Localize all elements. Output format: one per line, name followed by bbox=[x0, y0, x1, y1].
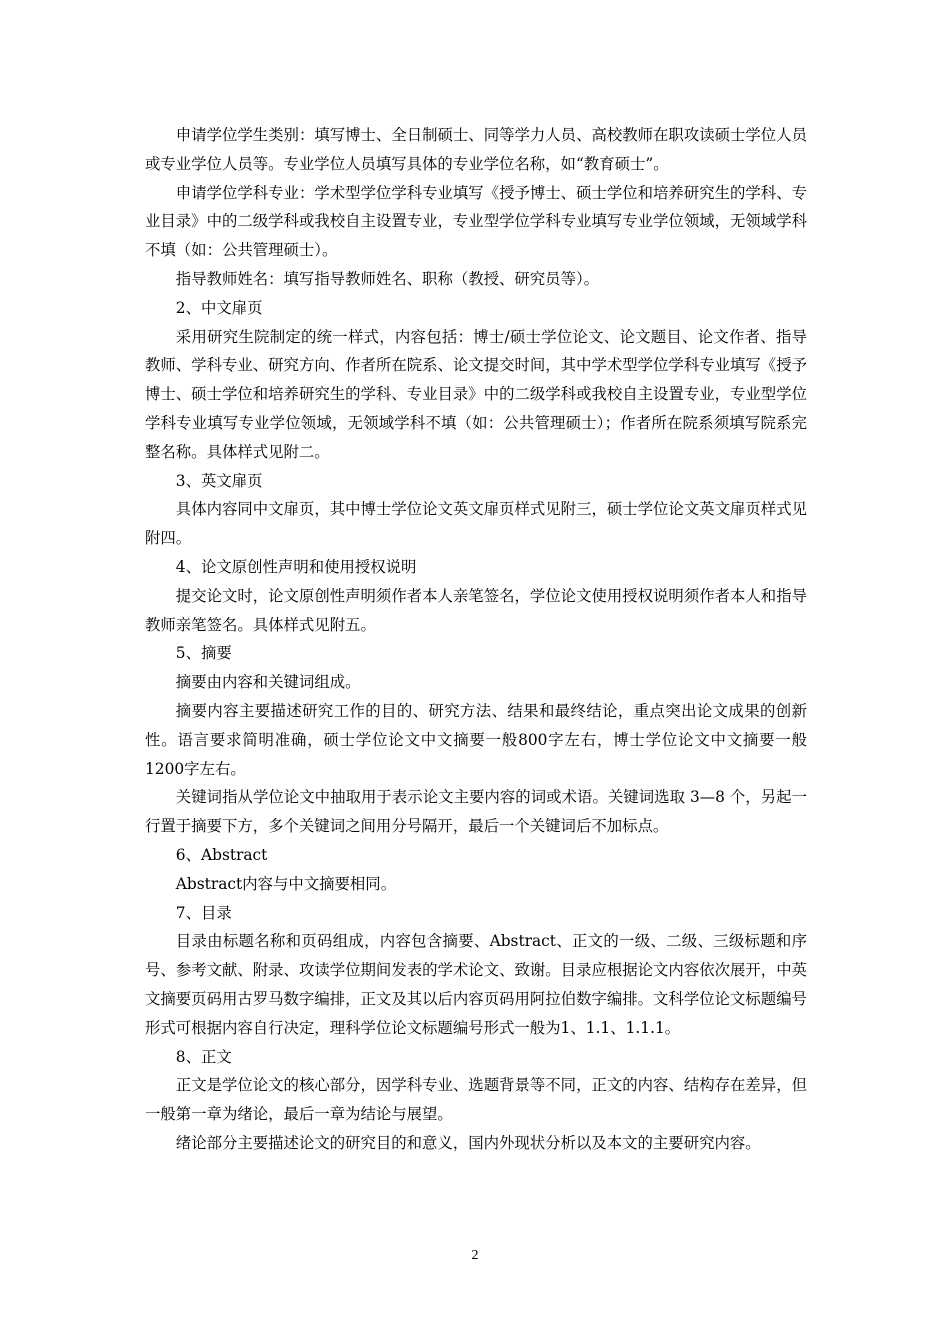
paragraph-abstract-en: Abstract内容与中文摘要相同。 bbox=[175, 874, 397, 893]
section-heading-english-title-page: 3、英文扉页 bbox=[175, 471, 263, 490]
section-heading-abstract-en: 6、Abstract bbox=[175, 845, 268, 864]
paragraph-keywords: 关键词指从学位论文中抽取用于表示论文主要内容的词或术语。关键词选取 3—8 个，另起一行置于摘要下方，多个关键词之间用分号隔开，最后一个关键词后不加标点。 bbox=[145, 788, 807, 836]
paragraph-student-category: 申请学位学生类别：填写博士、全日制硕士、同等学力人员、高校教师在职攻读硕士学位人员或专业学位人员等。专业学位人员填写具体的专业学位名称，如“教育硕士”。 bbox=[145, 126, 807, 173]
document-body bbox=[145, 121, 807, 1158]
section-heading-main-text: 8、正文 bbox=[175, 1047, 232, 1066]
paragraph-abstract-composition: 摘要由内容和关键词组成。 bbox=[175, 673, 361, 692]
paragraph-chinese-title-page: 采用研究生院制定的统一样式，内容包括：博士/硕士学位论文、论文题目、论文作者、指导教师、学科专业、研究方向、作者所在院系、论文提交时间，其中学术型学位学科专业填写《授予博士、硕士学位和培养研究生的学科、专业目录》中的二级学科或我校自主设置专业，专业型学位学科专业填写专业学位领域，无领域学科不填（如：公共管理硕士）；作者所在院系须填写院系完整名称。具体样式见附二。 bbox=[145, 327, 807, 461]
paragraph-supervisor-name: 指导教师姓名：填写指导教师姓名、职称（教授、研究员等）。 bbox=[175, 269, 600, 288]
paragraph-discipline-major: 申请学位学科专业：学术型学位学科专业填写《授予博士、硕士学位和培养研究生的学科、专业目录》中的二级学科或我校自主设置专业，专业型学位学科专业填写专业学位领域，无领域学科不填（如：公共管理硕士）。 bbox=[145, 183, 807, 260]
section-heading-originality-statement: 4、论文原创性声明和使用授权说明 bbox=[175, 557, 417, 576]
paragraph-main-text: 正文是学位论文的核心部分，因学科专业、选题背景等不同，正文的内容、结构存在差异，但一般第一章为绪论，最后一章为结论与展望。 bbox=[145, 1076, 807, 1124]
section-heading-abstract-cn: 5、摘要 bbox=[175, 644, 232, 663]
section-heading-chinese-title-page: 2、中文扉页 bbox=[175, 298, 263, 317]
paragraph-abstract-content: 摘要内容主要描述研究工作的目的、研究方法、结果和最终结论，重点突出论文成果的创新性。语言要求简明准确，硕士学位论文中文摘要一般800字左右，博士学位论文中文摘要一般1200字左右。 bbox=[145, 701, 807, 778]
section-heading-table-of-contents: 7、目录 bbox=[175, 903, 232, 922]
paragraph-introduction: 绪论部分主要描述论文的研究目的和意义，国内外现状分析以及本文的主要研究内容。 bbox=[175, 1133, 761, 1152]
paragraph-originality-statement: 提交论文时，论文原创性声明须作者本人亲笔签名，学位论文使用授权说明须作者本人和指导教师亲笔签名。具体样式见附五。 bbox=[145, 586, 807, 634]
paragraph-table-of-contents: 目录由标题名称和页码组成，内容包含摘要、Abstract、正文的一级、二级、三级标题和序号、参考文献、附录、攻读学位期间发表的学术论文、致谢。目录应根据论文内容依次展开，中英文摘要页码用古罗马数字编排，正文及其以后内容页码用阿拉伯数字编排。文科学位论文标题编号形式可根据内容自行决定，理科学位论文标题编号形式一般为1、1.1、1.1.1。 bbox=[145, 932, 807, 1037]
paragraph-english-title-page: 具体内容同中文扉页，其中博士学位论文英文扉页样式见附三，硕士学位论文英文扉页样式见附四。 bbox=[145, 500, 807, 548]
page-number: 2 bbox=[471, 1248, 479, 1263]
